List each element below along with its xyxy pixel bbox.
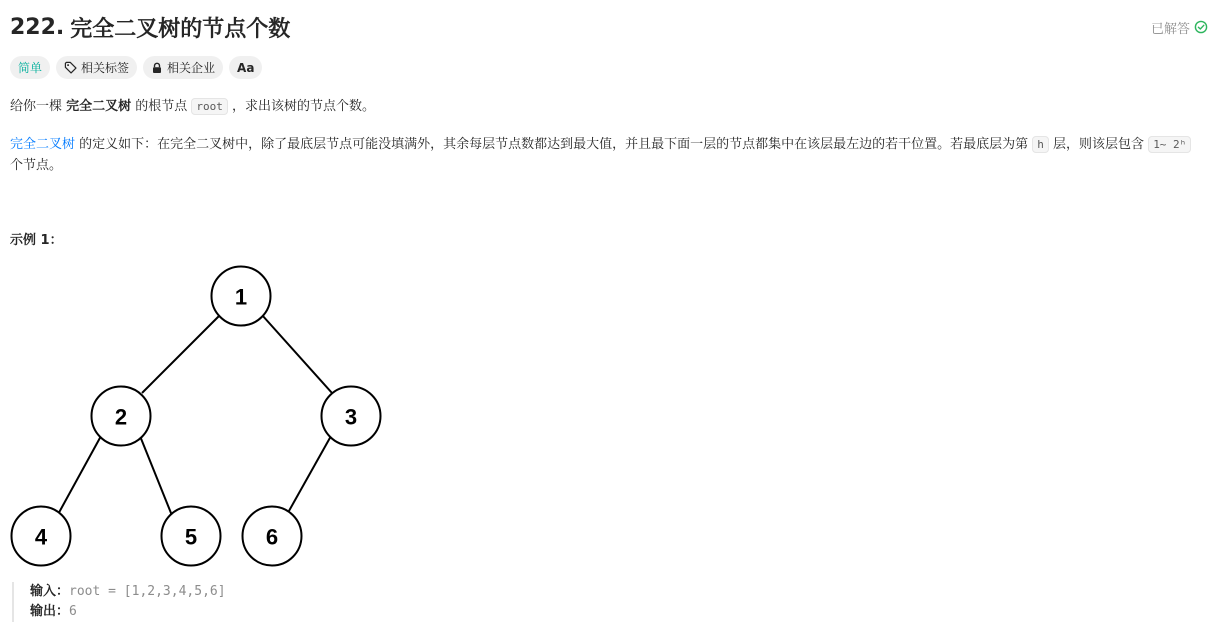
inline-code-root: root: [191, 98, 228, 115]
tree-edge: [56, 436, 101, 518]
check-circle-icon: [1194, 20, 1208, 34]
example-output-row: [30, 602, 226, 622]
tree-edge: [142, 315, 220, 393]
solved-label: 已解答: [1150, 21, 1190, 37]
example-title: 示例 1：: [10, 233, 63, 248]
tree-node-label: 2: [114, 404, 128, 430]
text-span: 层，则该层包含: [1048, 137, 1149, 152]
example-tree-diagram: [0, 255, 400, 575]
input-value: root = [1,2,3,4,5,6]: [69, 584, 226, 599]
related-tags-label: 相关标签: [81, 61, 130, 75]
tree-edge: [140, 436, 173, 518]
tree-node-label: 4: [34, 524, 48, 550]
description-paragraph-1: [10, 96, 1204, 117]
tree-node-label: 5: [184, 524, 198, 550]
solved-status: [1151, 18, 1208, 37]
translate-button[interactable]: [229, 56, 262, 79]
difficulty-badge[interactable]: [10, 56, 50, 79]
related-companies-button[interactable]: [143, 56, 223, 79]
related-tags-button[interactable]: [56, 56, 137, 79]
difficulty-label: 简单: [18, 61, 43, 75]
problem-description: [10, 96, 1204, 176]
inline-code-range: 1~ 2ʰ: [1148, 136, 1191, 153]
example-io-block: [12, 582, 226, 622]
output-value: 6: [69, 604, 77, 619]
problem-number: 222.: [10, 14, 65, 40]
complete-binary-tree-link[interactable]: 完全二叉树: [10, 137, 76, 152]
tree-edge: [262, 315, 332, 393]
problem-name: 完全二叉树的节点个数: [70, 16, 291, 42]
related-companies-label: 相关企业: [167, 61, 216, 75]
lock-icon: [151, 62, 163, 74]
tree-node-label: 3: [344, 404, 358, 430]
tag-icon: [64, 61, 77, 74]
title-row: [10, 10, 1208, 44]
inline-code-h: h: [1032, 136, 1049, 153]
text-span: 个节点。: [10, 158, 63, 173]
text-span: ，求出该树的节点个数。: [227, 99, 376, 114]
problem-title[interactable]: [10, 12, 290, 43]
text-span: 给你一棵: [10, 99, 67, 114]
description-paragraph-2: [10, 134, 1204, 176]
output-label: 输出：: [30, 604, 70, 619]
input-label: 输入：: [30, 584, 70, 599]
bold-term: 完全二叉树: [66, 99, 132, 114]
translate-icon: Aa: [237, 60, 255, 75]
example-input-row: [30, 582, 226, 602]
tag-bar: [10, 56, 262, 79]
text-span: 的定义如下：在完全二叉树中，除了最底层节点可能没填满外，其余每层节点数都达到最大值，并且最下面一层的节点都集中在该层最左边的若干位置。若最底层为第: [75, 137, 1033, 152]
tree-node-label: 1: [234, 284, 248, 310]
tree-edge: [285, 436, 331, 518]
text-span: 的根节点: [131, 99, 192, 114]
tree-node-label: 6: [265, 524, 279, 550]
